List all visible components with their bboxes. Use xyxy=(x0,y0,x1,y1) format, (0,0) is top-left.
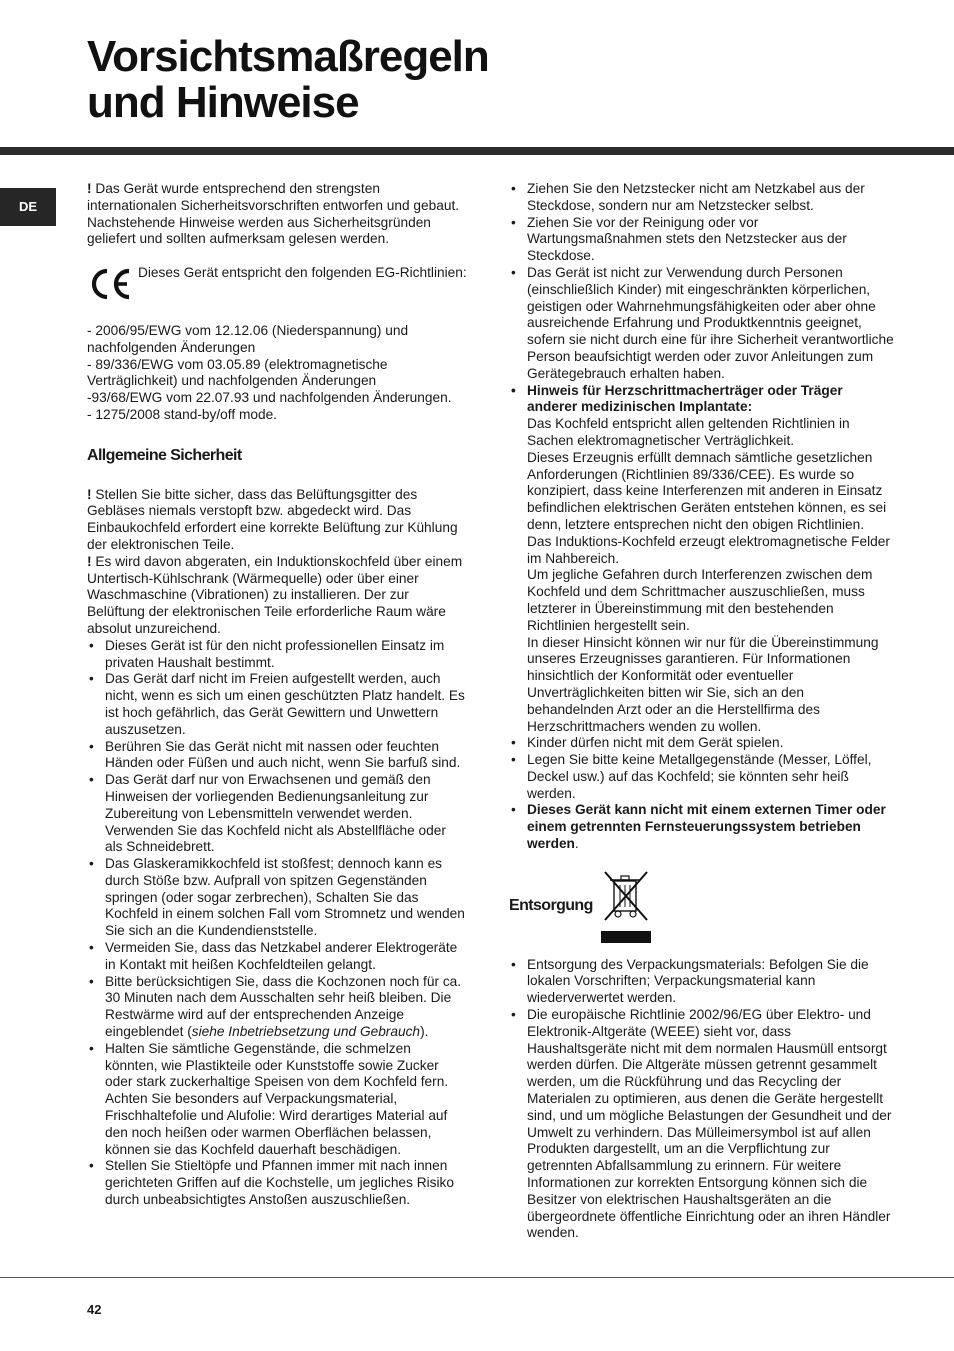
disposal-header xyxy=(509,868,894,943)
list-item: • Berühren Sie das Gerät nicht mit nassen oder feuchten Händen oder Füßen und auch nicht, wenn Sie barfuß sind. xyxy=(87,739,467,773)
exclamation-icon: ! xyxy=(87,486,92,502)
page-title-line2: und Hinweise xyxy=(87,78,359,127)
list-item: • Vermeiden Sie, dass das Netzkabel anderer Elektrogeräte in Kontakt mit heißen Kochfeldteilen gelangt. xyxy=(87,940,467,974)
disposal-list xyxy=(509,957,894,1243)
intro-paragraph: ! Das Gerät wurde entsprechend den strengsten internationalen Sicherheitsvorschriften entworfen und gebaut. Nachstehende Hinweise werden aus Sicherheitsgründen geliefert und sollten aufmerksam gelesen werden. xyxy=(87,181,460,247)
crossed-bin-icon xyxy=(601,868,657,943)
list-item: • Das Glaskeramikkochfeld ist stoßfest; dennoch kann es durch Stöße bzw. Aufprall von spitzen Gegenständen springen (oder sogar zerbrechen), Schalten Sie das Kochfeld in einem solchen Fall vom Stromnetz und wenden Sie sich an die Kundendienststelle. xyxy=(87,856,467,940)
section-heading-disposal: Entsorgung xyxy=(509,896,593,914)
list-item: • Die europäische Richtlinie 2002/96/EG über Elektro- und Elektronik-Altgeräte (WEEE) sieht vor, dass Haushaltsgeräte nicht mit dem normalen Hausmüll entsorgt werden dürfen. Die Altgeräte müssen getrennt gesammelt werden, um die Rückführung und das Recycling der Materialen zu optimieren, aus denen die Geräte hergestellt sind, und um mögliche Belastungen der Gesundheit und der Umwelt zu verhindern. Das Mülleimersymbol ist auf allen Produkten dargestellt, um an die Verpflichtung zur getrennten Abfallsammlung zu erinnern. Für weitere Informationen zur korrekten Entsorgung können sich die Besitzer von elektrischen Haushaltsgeräten an die übergeordnete öffentliche Einrichtung oder an ihren Händler wenden. xyxy=(509,1007,894,1242)
list-item-timer: • Dieses Gerät kann nicht mit einem externen Timer oder einem getrennten Fernsteuerungssystem betrieben werden. xyxy=(509,802,894,852)
list-item-pacemaker xyxy=(509,383,894,736)
warning-installation: ! Es wird davon abgeraten, ein Induktionskochfeld über einem Untertisch-Kühlschrank (Wärmequelle) oder über einer Waschmaschine (Vibrationen) zu installieren. Der zur Belüftung der elektronischen Teile erforderliche Raum wäre absolut unzureichend. xyxy=(87,553,463,636)
list-item: • Legen Sie bitte keine Metallgegenstände (Messer, Löffel, Deckel usw.) auf das Kochfeld; sie könnten sehr heiß werden. xyxy=(509,752,894,802)
list-item: • Das Gerät darf nur von Erwachsenen und gemäß den Hinweisen der vorliegenden Bedienungsanleitung zur Zubereitung von Lebensmitteln verwendet werden. Verwenden Sie das Kochfeld nicht als Abstellfläche oder als Schneidebrett. xyxy=(87,772,467,856)
exclamation-icon: ! xyxy=(87,181,92,196)
warning-ventilation: ! Stellen Sie bitte sicher, dass das Belüftungsgitter des Gebläses niemals verstopft bzw. abgedeckt wird. Das Einbaukochfeld erfordert eine korrekte Belüftung zur Kühlung der elektronischen Teile. xyxy=(87,486,458,552)
pacemaker-paragraph: Dieses Erzeugnis erfüllt demnach sämtliche gesetzlichen Anforderungen (Richtlinien 89/336/CEE). Es wurde so konzipiert, dass keine Interferenzen mit anderen in Einsatz befindlichen elektrischen Geräten entstehen können, es sei denn, letztere entsprechen nicht den obigen Richtlinien. xyxy=(527,449,887,532)
section-heading-general-safety: Allgemeine Sicherheit xyxy=(87,446,242,464)
pacemaker-paragraph: Das Kochfeld entspricht allen geltenden Richtlinien in Sachen elektromagnetischer Verträglichkeit. xyxy=(527,416,850,448)
safety-list-continued xyxy=(509,181,894,853)
right-column xyxy=(509,181,894,1242)
list-item: • Halten Sie sämtliche Gegenstände, die schmelzen könnten, wie Plastikteile oder Kunststoffe sowie Zucker oder stark zuckerhaltige Speisen von dem Kochfeld fern. Achten Sie besonders auf Verpackungsmaterial, Frischhaltefolie und Alufolie: Wird derartiges Material auf den noch heißen oder warmen Oberflächen belassen, können sie das Kochfeld dauerhaft beschädigen. xyxy=(87,1041,467,1159)
list-item: • Kinder dürfen nicht mit dem Gerät spielen. xyxy=(509,735,894,752)
pacemaker-paragraph: Um jegliche Gefahren durch Interferenzen zwischen dem Kochfeld und dem Schrittmacher auszuschließen, muss letzterer in Übereinstimmung mit den bestehenden Richtlinien hergestellt sein. xyxy=(527,567,873,633)
pacemaker-title: Hinweis für Herzschrittmacherträger oder Träger anderer medizinischen Implantate: xyxy=(527,382,843,415)
list-item: • Stellen Sie Stieltöpfe und Pfannen immer mit nach innen gerichteten Griffen auf die Kochstelle, um jegliches Risiko durch unbeabsichtigtes Anstoßen auszuschließen. xyxy=(87,1158,467,1208)
footer-rule xyxy=(0,1277,954,1278)
list-item: • Ziehen Sie vor der Reinigung oder vor Wartungsmaßnahmen stets den Netzstecker aus der Steckdose. xyxy=(509,215,894,265)
safety-list xyxy=(87,638,467,1209)
list-item: • Ziehen Sie den Netzstecker nicht am Netzkabel aus der Steckdose, sondern nur am Netzstecker selbst. xyxy=(509,181,894,215)
left-column xyxy=(87,181,467,1209)
directive-item: - 1275/2008 stand-by/off mode. xyxy=(87,406,277,422)
ce-declaration xyxy=(87,265,467,306)
page-title xyxy=(87,34,489,126)
page-number: 42 xyxy=(87,1302,102,1317)
pacemaker-paragraph: Das Induktions-Kochfeld erzeugt elektromagnetische Felder im Nahbereich. xyxy=(527,533,890,566)
directive-item: -93/68/EWG vom 22.07.93 und nachfolgenden Änderungen. xyxy=(87,390,452,406)
pacemaker-paragraph: In dieser Hinsicht können wir nur für die Übereinstimmung unseres Erzeugnisses garantieren. Für Informationen hinsichtlich der Konformität oder eventueller Unverträglichkeiten bitten wir Sie, sich an den behandelnden Arzt oder an die Herstellfirma des Herzschrittmachers wenden zu wollen. xyxy=(527,634,879,734)
list-item: • Das Gerät darf nicht im Freien aufgestellt werden, auch nicht, wenn es sich um einen geschützten Platz handelt. Es ist hoch gefährlich, das Gerät Gewittern und Unwettern auszusetzen. xyxy=(87,671,467,738)
cross-reference: siehe Inbetriebsetzung und Gebrauch xyxy=(191,1024,421,1040)
language-tab: DE xyxy=(0,188,56,226)
title-rule xyxy=(0,147,954,155)
ce-text: Dieses Gerät entspricht den folgenden EG-Richtlinien: xyxy=(138,265,467,281)
page-title-line1: Vorsichtsmaßregeln xyxy=(87,32,489,81)
list-item: • Dieses Gerät ist für den nicht professionellen Einsatz im privaten Haushalt bestimmt. xyxy=(87,638,467,672)
ce-mark-icon xyxy=(87,265,138,306)
list-item: • Das Gerät ist nicht zur Verwendung durch Personen (einschließlich Kinder) mit eingeschränkten körperlichen, geistigen oder Wahrnehmungsfähigkeiten oder aber ohne ausreichende Erfahrung und Produktkenntnis geeignet, sofern sie nicht durch eine für ihre Sicherheit verantwortliche Person beaufsichtigt werden oder zuvor Anleitungen zum Gerätegebrauch erhalten haben. xyxy=(509,265,894,383)
list-item: • Entsorgung des Verpackungsmaterials: Befolgen Sie die lokalen Vorschriften; Verpackungsmaterial kann wiederverwertet werden. xyxy=(509,957,894,1007)
directive-item: - 89/336/EWG vom 03.05.89 (elektromagnetische Verträglichkeit) und nachfolgenden Änderungen xyxy=(87,356,388,389)
exclamation-icon: ! xyxy=(87,553,92,569)
directive-item: - 2006/95/EWG vom 12.12.06 (Niederspannung) und nachfolgenden Änderungen xyxy=(87,322,409,355)
list-item: • Bitte berücksichtigen Sie, dass die Kochzonen noch für ca. 30 Minuten nach dem Ausschalten sehr heiß bleiben. Die Restwärme wird auf der entsprechenden Anzeige eingeblendet (siehe Inbetriebsetzung und Gebrauch). xyxy=(87,974,467,1041)
bin-underline-bar xyxy=(601,931,651,943)
